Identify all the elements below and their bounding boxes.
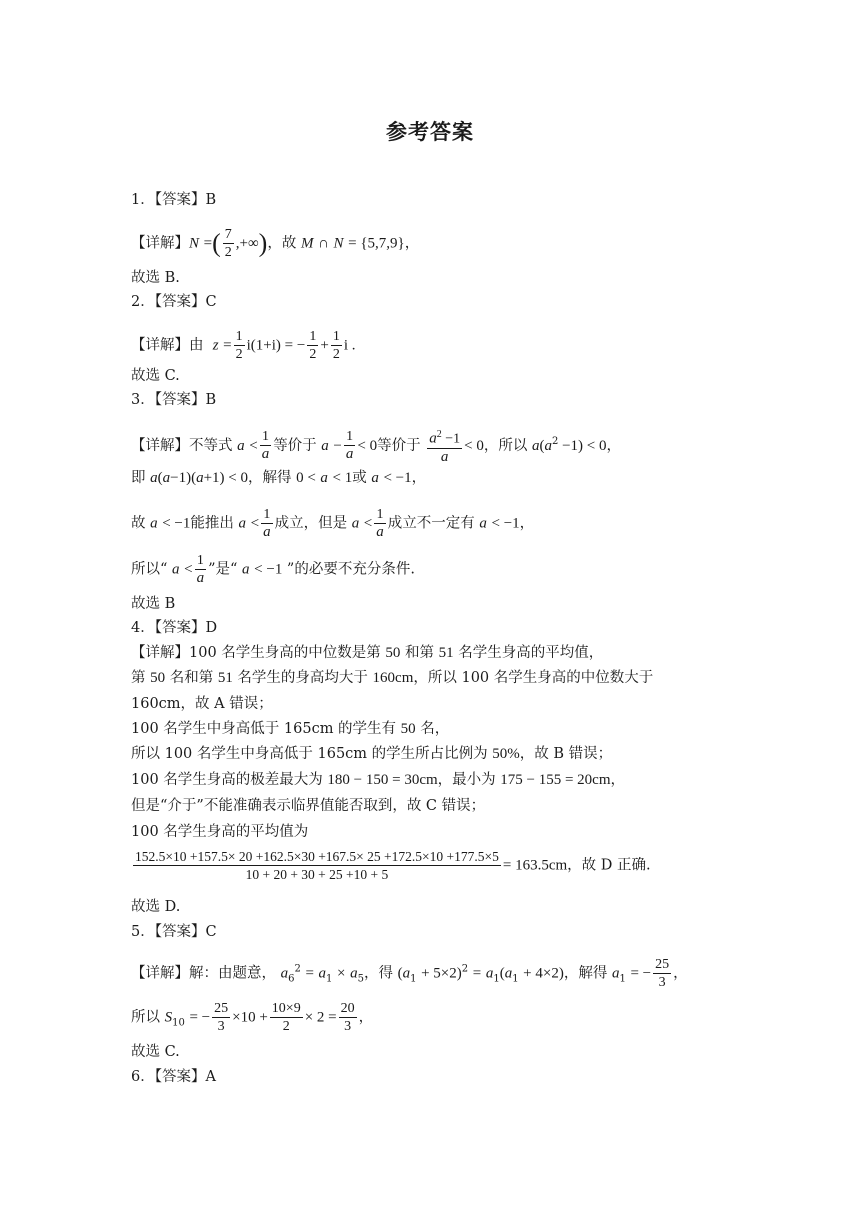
q3-detail-3: 故 a < −1能推出 a < $\frac{1}{a}$ 成立，但是 a < $\frac{1}{a}$ 成立不一定有 a < −1，	[131, 507, 535, 540]
q4-answer: 4．【答案】D	[131, 620, 218, 636]
q5-detail-1: 【详解】解：由题意， $a_6^2 = a_1 \times a_5$，得 $(a_1 + 5\times 2)^2 = a_1(a_1 + 4\times 2)$，解得 $a_1$ = − $\frac{25}{3}$ ，	[131, 957, 688, 990]
q6-answer: 6．【答案】A	[131, 1069, 216, 1085]
q4-detail-3: 160cm，故 A 错误；	[131, 696, 273, 712]
q2-answer: 2．【答案】C	[131, 294, 217, 310]
q5-answer: 5．【答案】C	[131, 924, 217, 940]
q4-detail-2: 第 50 名和第 51 名学生的身高均大于 160cm，所以 100 名学生身高的中位数大于	[131, 670, 654, 686]
q4-detail-6: 100 名学生身高的极差最大为 180 − 150 = 30cm，最小为 175 − 155 = 20cm，	[131, 772, 626, 788]
q1-answer: 1．【答案】B	[131, 192, 217, 208]
q4-detail-8: 100 名学生身高的平均值为	[131, 824, 309, 840]
q3-detail-1: 【详解】不等式 a < $\frac{1}{a}$ 等价于 a − $\frac{1}{a}$ < 0等价于 $\frac{a^2 -1}{a}$ < 0，所以 $a(a^2 -1) < 0$，	[131, 426, 621, 466]
q1-detail: 【详解】N =( $\frac{7}{2}$ ,+∞)，故 M ∩ N = {5,7,9}，	[131, 227, 420, 260]
q3-detail-2: 即 a(a−1)(a+1) < 0，解得 0 < a < 1或 a < −1，	[131, 470, 427, 486]
q4-detail-5: 所以 100 名学生中身高低于 165cm 的学生所占比例为 50%，故 B 错误；	[131, 746, 613, 762]
q1-conclusion: 故选 B.	[131, 270, 180, 286]
q2-detail: 【详解】由 z = $\frac{1}{2}$ i(1+i) = − $\frac{1}{2}$ + $\frac{1}{2}$ i .	[131, 329, 356, 362]
q4-detail-4: 100 名学生中身高低于 165cm 的学生有 50 名，	[131, 721, 450, 737]
q2-conclusion: 故选 C.	[131, 368, 180, 384]
q4-detail-7: 但是“介于”不能准确表示临界值能否取到，故 C 错误；	[131, 798, 486, 814]
q4-conclusion: 故选 D.	[131, 899, 181, 915]
q5-detail-2: 所以 $S_{10}$ = − $\frac{25}{3}$ ×10 + $\frac{10\times 9}{2}$ × 2 = $\frac{20}{3}$ ，	[131, 1001, 374, 1034]
q3-answer: 3．【答案】B	[131, 392, 217, 408]
q5-conclusion: 故选 C.	[131, 1044, 180, 1060]
page-title: 参考答案	[386, 120, 474, 144]
q4-detail-1: 【详解】100 名学生身高的中位数是第 50 和第 51 名学生身高的平均值，	[131, 645, 604, 661]
q4-detail-9: $\frac{152.5\times 10 +157.5\times 20 +162.5\times 30 +167.5\times 25 +172.5\times 10 +177.5\times 5}{10 + 20 + 30 + 25 +10 + 5}$ = 163.5cm，故 D 正确.	[135, 849, 651, 882]
q3-detail-4: 所以“ a < $\frac{1}{a}$ ”是“ a < −1 ”的必要不充分条件.	[131, 553, 415, 586]
q3-conclusion: 故选 B	[131, 596, 176, 612]
